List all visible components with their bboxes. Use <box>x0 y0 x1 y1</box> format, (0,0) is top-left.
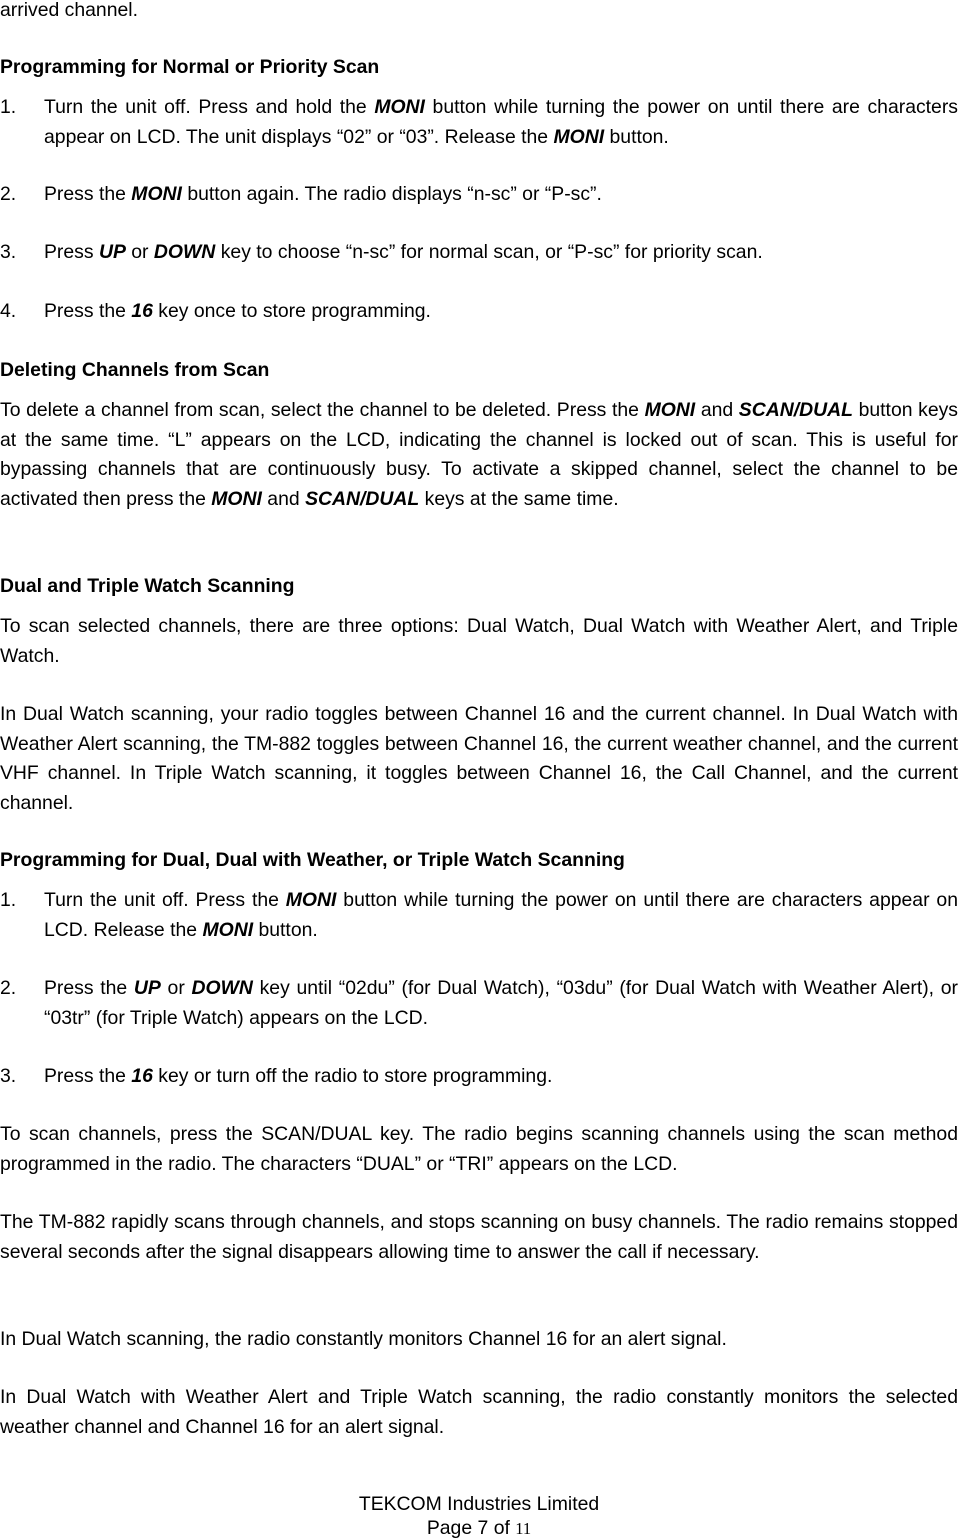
paragraph: To scan channels, press the SCAN/DUAL key. The radio begins scanning channels using the scan method programmed in the radio. The characters “DUAL” or “TRI” appears on the LCD. <box>0 1123 958 1175</box>
key-moni: MONI <box>285 889 337 911</box>
heading-programming-dual-triple: Programming for Dual, Dual with Weather, or Triple Watch Scanning <box>0 849 625 871</box>
list-text: Press UP or DOWN key to choose “n-sc” for normal scan, or “P-sc” for priority scan. <box>44 241 763 263</box>
footer-company: TEKCOM Industries Limited <box>358 1493 600 1515</box>
key-moni: MONI <box>374 96 425 118</box>
key-moni: MONI <box>211 487 262 510</box>
paragraph: In Dual Watch scanning, your radio toggles between Channel 16 and the current channel. In Dual Watch with Weather Alert scanning, the TM-882 toggles between Channel 16, the current weather channel, and the current VHF channel. In Triple Watch scanning, it toggles between Channel 16, the Call Channel, and the current channel. <box>0 703 958 814</box>
list-number: 2. <box>0 183 17 205</box>
list-number: 1. <box>0 889 17 911</box>
key-up: UP <box>133 977 161 999</box>
footer-page-number: Page 7 of 11 <box>426 1517 532 1539</box>
key-scan-dual: SCAN/DUAL <box>738 399 853 421</box>
heading-dual-triple-watch: Dual and Triple Watch Scanning <box>0 575 295 597</box>
key-16: 16 <box>131 1065 153 1087</box>
paragraph: The TM-882 rapidly scans through channels, and stops scanning on busy channels. The radio remains stopped several seconds after the signal disappears allowing time to answer the call if necessary. <box>0 1211 958 1263</box>
paragraph: To delete a channel from scan, select the channel to be deleted. Press the MONI and SCAN/DUAL button keys at the same time. “L” appears on the LCD, indicating the channel is locked out of scan. This is useful for bypassing channels that are continuously busy. To activate a skipped channel, select the channel to be activated then press the MONI and SCAN/DUAL keys at the same time. <box>0 399 958 510</box>
list-text: Turn the unit off. Press and hold the MONI button while turning the power on until there are characters appear on LCD. The unit displays “02” or “03”. Release the MONI button. <box>44 96 958 148</box>
list-number: 3. <box>0 1065 17 1087</box>
list-number: 2. <box>0 977 17 999</box>
list-text: Press the UP or DOWN key until “02du” (for Dual Watch), “03du” (for Dual Watch with Weather Alert), or “03tr” (for Triple Watch) appears on the LCD. <box>44 977 958 1029</box>
key-moni: MONI <box>131 183 182 205</box>
key-down: DOWN <box>153 241 216 263</box>
key-moni: MONI <box>553 125 605 148</box>
paragraph: To scan selected channels, there are three options: Dual Watch, Dual Watch with Weather Alert, and Triple Watch. <box>0 615 958 667</box>
list-text: Turn the unit off. Press the MONI button while turning the power on until there are characters appear on LCD. Release the MONI button. <box>44 889 958 941</box>
list-number: 1. <box>0 96 17 118</box>
paragraph: In Dual Watch with Weather Alert and Triple Watch scanning, the radio constantly monitors the selected weather channel and Channel 16 for an alert signal. <box>0 1386 958 1438</box>
key-scan-dual: SCAN/DUAL <box>305 487 420 510</box>
heading-normal-priority-scan: Programming for Normal or Priority Scan <box>0 56 380 78</box>
heading-deleting-channels: Deleting Channels from Scan <box>0 359 270 381</box>
paragraph: In Dual Watch scanning, the radio constantly monitors Channel 16 for an alert signal. <box>0 1328 727 1350</box>
key-moni: MONI <box>644 399 696 421</box>
key-moni: MONI <box>202 918 254 941</box>
list-text: Press the 16 key once to store programming. <box>44 300 431 322</box>
list-number: 3. <box>0 241 17 263</box>
key-16: 16 <box>131 300 153 322</box>
list-text: Press the MONI button again. The radio displays “n-sc” or “P-sc”. <box>44 183 602 205</box>
list-number: 4. <box>0 300 17 322</box>
intro-text: arrived channel. <box>0 0 138 21</box>
key-up: UP <box>98 241 126 263</box>
list-text: Press the 16 key or turn off the radio to store programming. <box>44 1065 553 1087</box>
key-down: DOWN <box>191 977 253 999</box>
